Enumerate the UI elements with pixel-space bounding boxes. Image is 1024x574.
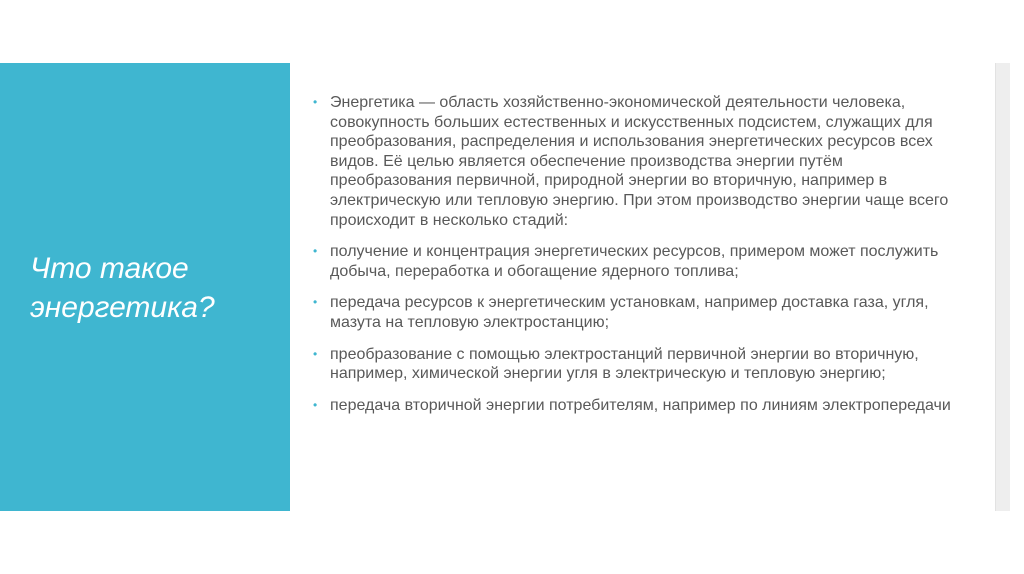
list-item xyxy=(313,93,963,230)
bullet-icon: • xyxy=(313,95,318,109)
bullet-icon: • xyxy=(313,346,318,361)
list-item xyxy=(313,345,963,384)
list-item-text: преобразование с помощью электростанций первичной энергии во вторичную, например, химической энергии угля в электрическую и тепловую энергию; xyxy=(330,345,919,383)
bullet-icon: • xyxy=(313,295,318,310)
list-item xyxy=(313,242,963,281)
scrollbar-track[interactable] xyxy=(995,63,1010,511)
list-item xyxy=(313,293,963,332)
list-item xyxy=(313,396,963,416)
bullet-list xyxy=(313,93,963,427)
bullet-icon: • xyxy=(313,244,318,259)
list-item-text: Энергетика — область хозяйственно-экономической деятельности человека, совокупность больших естественных и искусственных подсистем, служащих для преобразования, распределения и использования энергетических ресурсов всех видов. Её целью является обеспечение производства энергии путём преобразования первичной, природной энергии во вторичную, например в электрическую или тепловую энергию. При этом производство энергии чаще всего происходит в несколько стадий: xyxy=(330,94,949,229)
title-panel xyxy=(0,63,290,511)
bullet-icon: • xyxy=(313,397,318,412)
list-item-text: передача вторичной энергии потребителям, например по линиям электропередачи xyxy=(330,396,951,414)
list-item-text: получение и концентрация энергетических ресурсов, примером может послужить добыча, переработка и обогащение ядерного топлива; xyxy=(330,243,939,280)
slide-title: Что такое энергетика? xyxy=(30,252,215,324)
list-item-text: передача ресурсов к энергетическим установкам, например доставка газа, угля, мазута на тепловую электростанцию; xyxy=(330,294,929,331)
